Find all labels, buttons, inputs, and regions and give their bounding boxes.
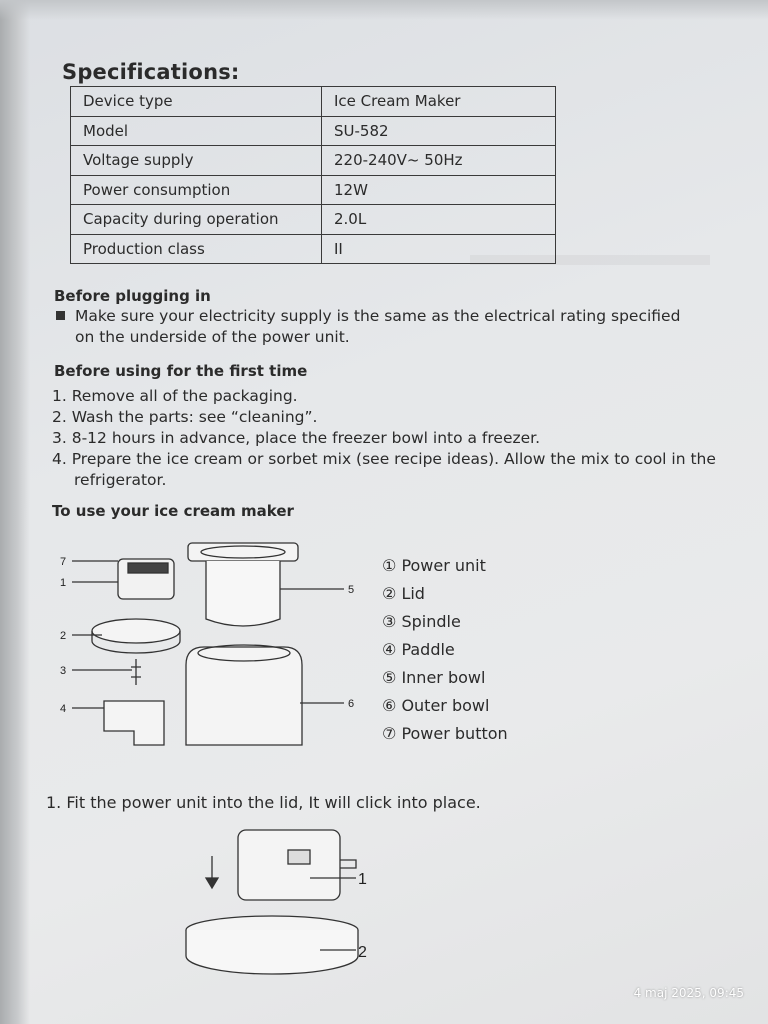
list-item: ⑥ Outer bowl: [382, 696, 490, 715]
list-item: ⑦ Power button: [382, 724, 508, 743]
paddle-shape: [104, 701, 164, 745]
first-time-heading: Before using for the first time: [54, 362, 308, 380]
before-plugging-heading: Before plugging in: [54, 287, 211, 305]
page-fold-shadow: [0, 0, 30, 1024]
diagram-number: 5: [348, 584, 355, 596]
list-item: ⑤ Inner bowl: [382, 668, 486, 687]
list-item: 2. Wash the parts: see “cleaning”.: [52, 408, 318, 426]
diagram-number: 2: [358, 944, 367, 961]
photo-timestamp: 4 maj 2025, 09:45: [633, 986, 744, 1000]
parts-diagram: [40, 535, 370, 765]
square-bullet-icon: [56, 311, 65, 320]
table-row: Voltage supply 220-240V~ 50Hz: [71, 146, 556, 176]
list-item: 3. 8-12 hours in advance, place the freezer bowl into a freezer.: [52, 429, 541, 447]
power-unit-shape: [238, 830, 340, 900]
before-plugging-text: Make sure your electricity supply is the same as the electrical rating specified on the underside of the power unit.: [56, 306, 736, 348]
spindle-shape: [131, 659, 141, 685]
first-time-steps: [52, 386, 742, 491]
page-top-shadow: [0, 0, 768, 20]
diagram-number: 2: [60, 630, 67, 642]
diagram-number: 3: [60, 665, 67, 677]
inner-bowl-shape: [206, 561, 280, 626]
specifications-table: [70, 86, 556, 264]
list-item: ① Power unit: [382, 556, 486, 575]
step1-instruction: 1. Fit the power unit into the lid, It will click into place.: [46, 793, 481, 812]
table-row: Power consumption 12W: [71, 175, 556, 205]
power-button-shape: [128, 563, 168, 573]
diagram-number: 1: [358, 871, 367, 888]
table-row: Capacity during operation 2.0L: [71, 205, 556, 235]
table-row: Production class II: [71, 234, 556, 264]
assembly-diagram: [160, 820, 420, 995]
diagram-number: 6: [348, 698, 355, 710]
table-row: Device type Ice Cream Maker: [71, 87, 556, 117]
table-row: Model SU-582: [71, 116, 556, 146]
list-item: 4. Prepare the ice cream or sorbet mix (see recipe ideas). Allow the mix to cool in the refrigerator.: [52, 450, 716, 489]
diagram-number: 4: [60, 703, 67, 715]
specifications-title: Specifications:: [62, 60, 240, 84]
list-item: ④ Paddle: [382, 640, 455, 659]
outer-bowl-shape: [186, 647, 302, 745]
diagram-number: 7: [60, 556, 67, 568]
parts-legend: [382, 552, 508, 748]
list-item: ③ Spindle: [382, 612, 461, 631]
list-item: 1. Remove all of the packaging.: [52, 387, 298, 405]
to-use-heading: To use your ice cream maker: [52, 502, 294, 520]
lid-shape: [92, 619, 180, 643]
list-item: ② Lid: [382, 584, 425, 603]
diagram-number: 1: [60, 577, 67, 589]
